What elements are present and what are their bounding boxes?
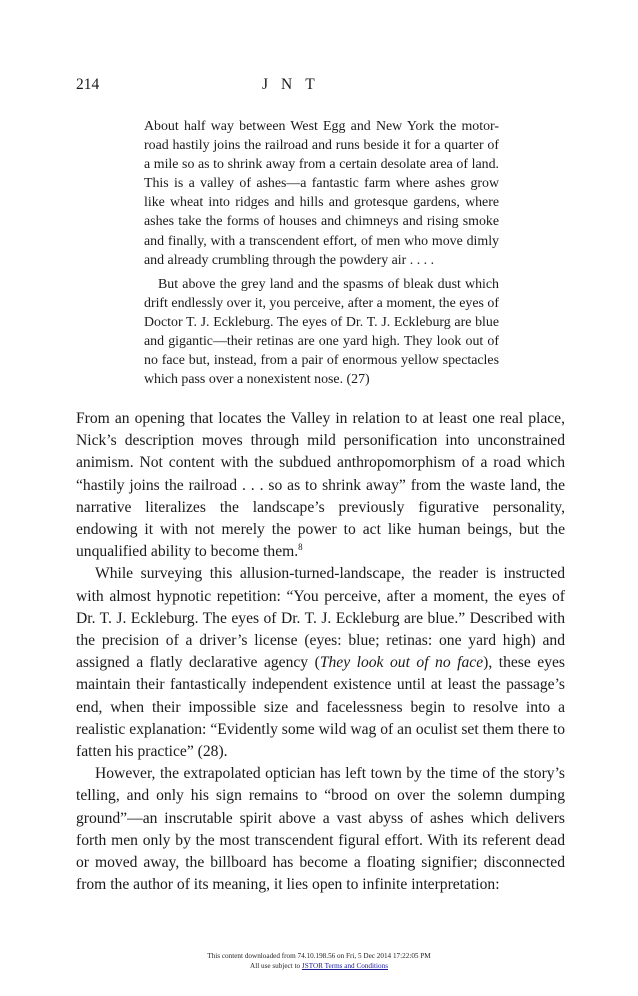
jstor-terms-link[interactable]: JSTOR Terms and Conditions — [301, 961, 388, 970]
body-paragraph — [76, 408, 565, 563]
running-head: JNT — [262, 76, 328, 93]
block-quote — [144, 117, 499, 389]
download-footer — [0, 952, 638, 971]
body-text — [76, 408, 565, 896]
terms-line — [0, 962, 638, 972]
body-paragraph: However, the extrapolated optician has left town by the time of the story’s telling, and only his sign remains to “brood on over the solemn dumping ground”—an inscrutable spirit above a vast abyss of ashes which delivers forth men only by the most transcendent figural effort. With its referent dead or moved away, the billboard has become a floating signifier; disconnected from the author of its meaning, it lies open to infinite interpretation: — [76, 765, 565, 894]
footnote-reference[interactable]: 8 — [298, 542, 303, 553]
italic-quote: They look out of no face — [319, 654, 484, 672]
page-number: 214 — [76, 76, 100, 93]
paragraph-text: From an opening that locates the Valley in relation to at least one real place, Nick’s description moves through mild personification into unconstrained animism. Not content with the subdued anthropomorphism of a road which “hastily joins the railroad . . . so as to shrink away” from the waste land, the narrative literalizes the landscape’s previously figurative personality, endowing it with not merely the power to act like human beings, but the unqualified ability to become them. — [76, 410, 565, 561]
terms-prefix: All use subject to — [250, 961, 302, 970]
body-paragraph — [76, 563, 565, 763]
paragraph-text: ), these eyes maintain their fantastically independent existence until at least the passage’s end, when their impossible size and facelessness begin to resolve into a realistic explanation: “Evidently some wild wag of an oculist set them there to fatten his practice” (28). — [76, 654, 565, 761]
download-info: This content downloaded from 74.10.198.56 on Fri, 5 Dec 2014 17:22:05 PM — [207, 952, 431, 960]
block-quote-paragraph: But above the grey land and the spasms of bleak dust which drift endlessly over it, you perceive, after a moment, the eyes of Doctor T. J. Eckleburg. The eyes of Dr. T. J. Eckleburg are blue and gigantic—their retinas are one yard high. They look out of no face but, instead, from a pair of enormous yellow spectacles which pass over a nonexistent nose. (27) — [144, 276, 499, 388]
paragraph-text: While surveying this allusion-turned-landscape, the reader is instructed with almost hypnotic repetition: “You perceive, after a moment, the eyes of Dr. T. J. Eckleburg. The eyes of Dr. T. J. Eckleburg are blue.” Described with the precision of a driver’s license (eyes: blue; retinas: one yard high) and assigned a flatly declarative agency ( — [76, 565, 565, 672]
block-quote-paragraph: About half way between West Egg and New York the motor-road hastily joins the railroad and runs beside it for a quarter of a mile so as to shrink away from a certain desolate area of land. This is a valley of ashes—a fantastic farm where ashes grow like wheat into ridges and hills and grotesque gardens, where ashes take the forms of houses and chimneys and rising smoke and finally, with a transcendent effort, of men who move dimly and already crumbling through the powdery air . . . . — [144, 119, 499, 268]
